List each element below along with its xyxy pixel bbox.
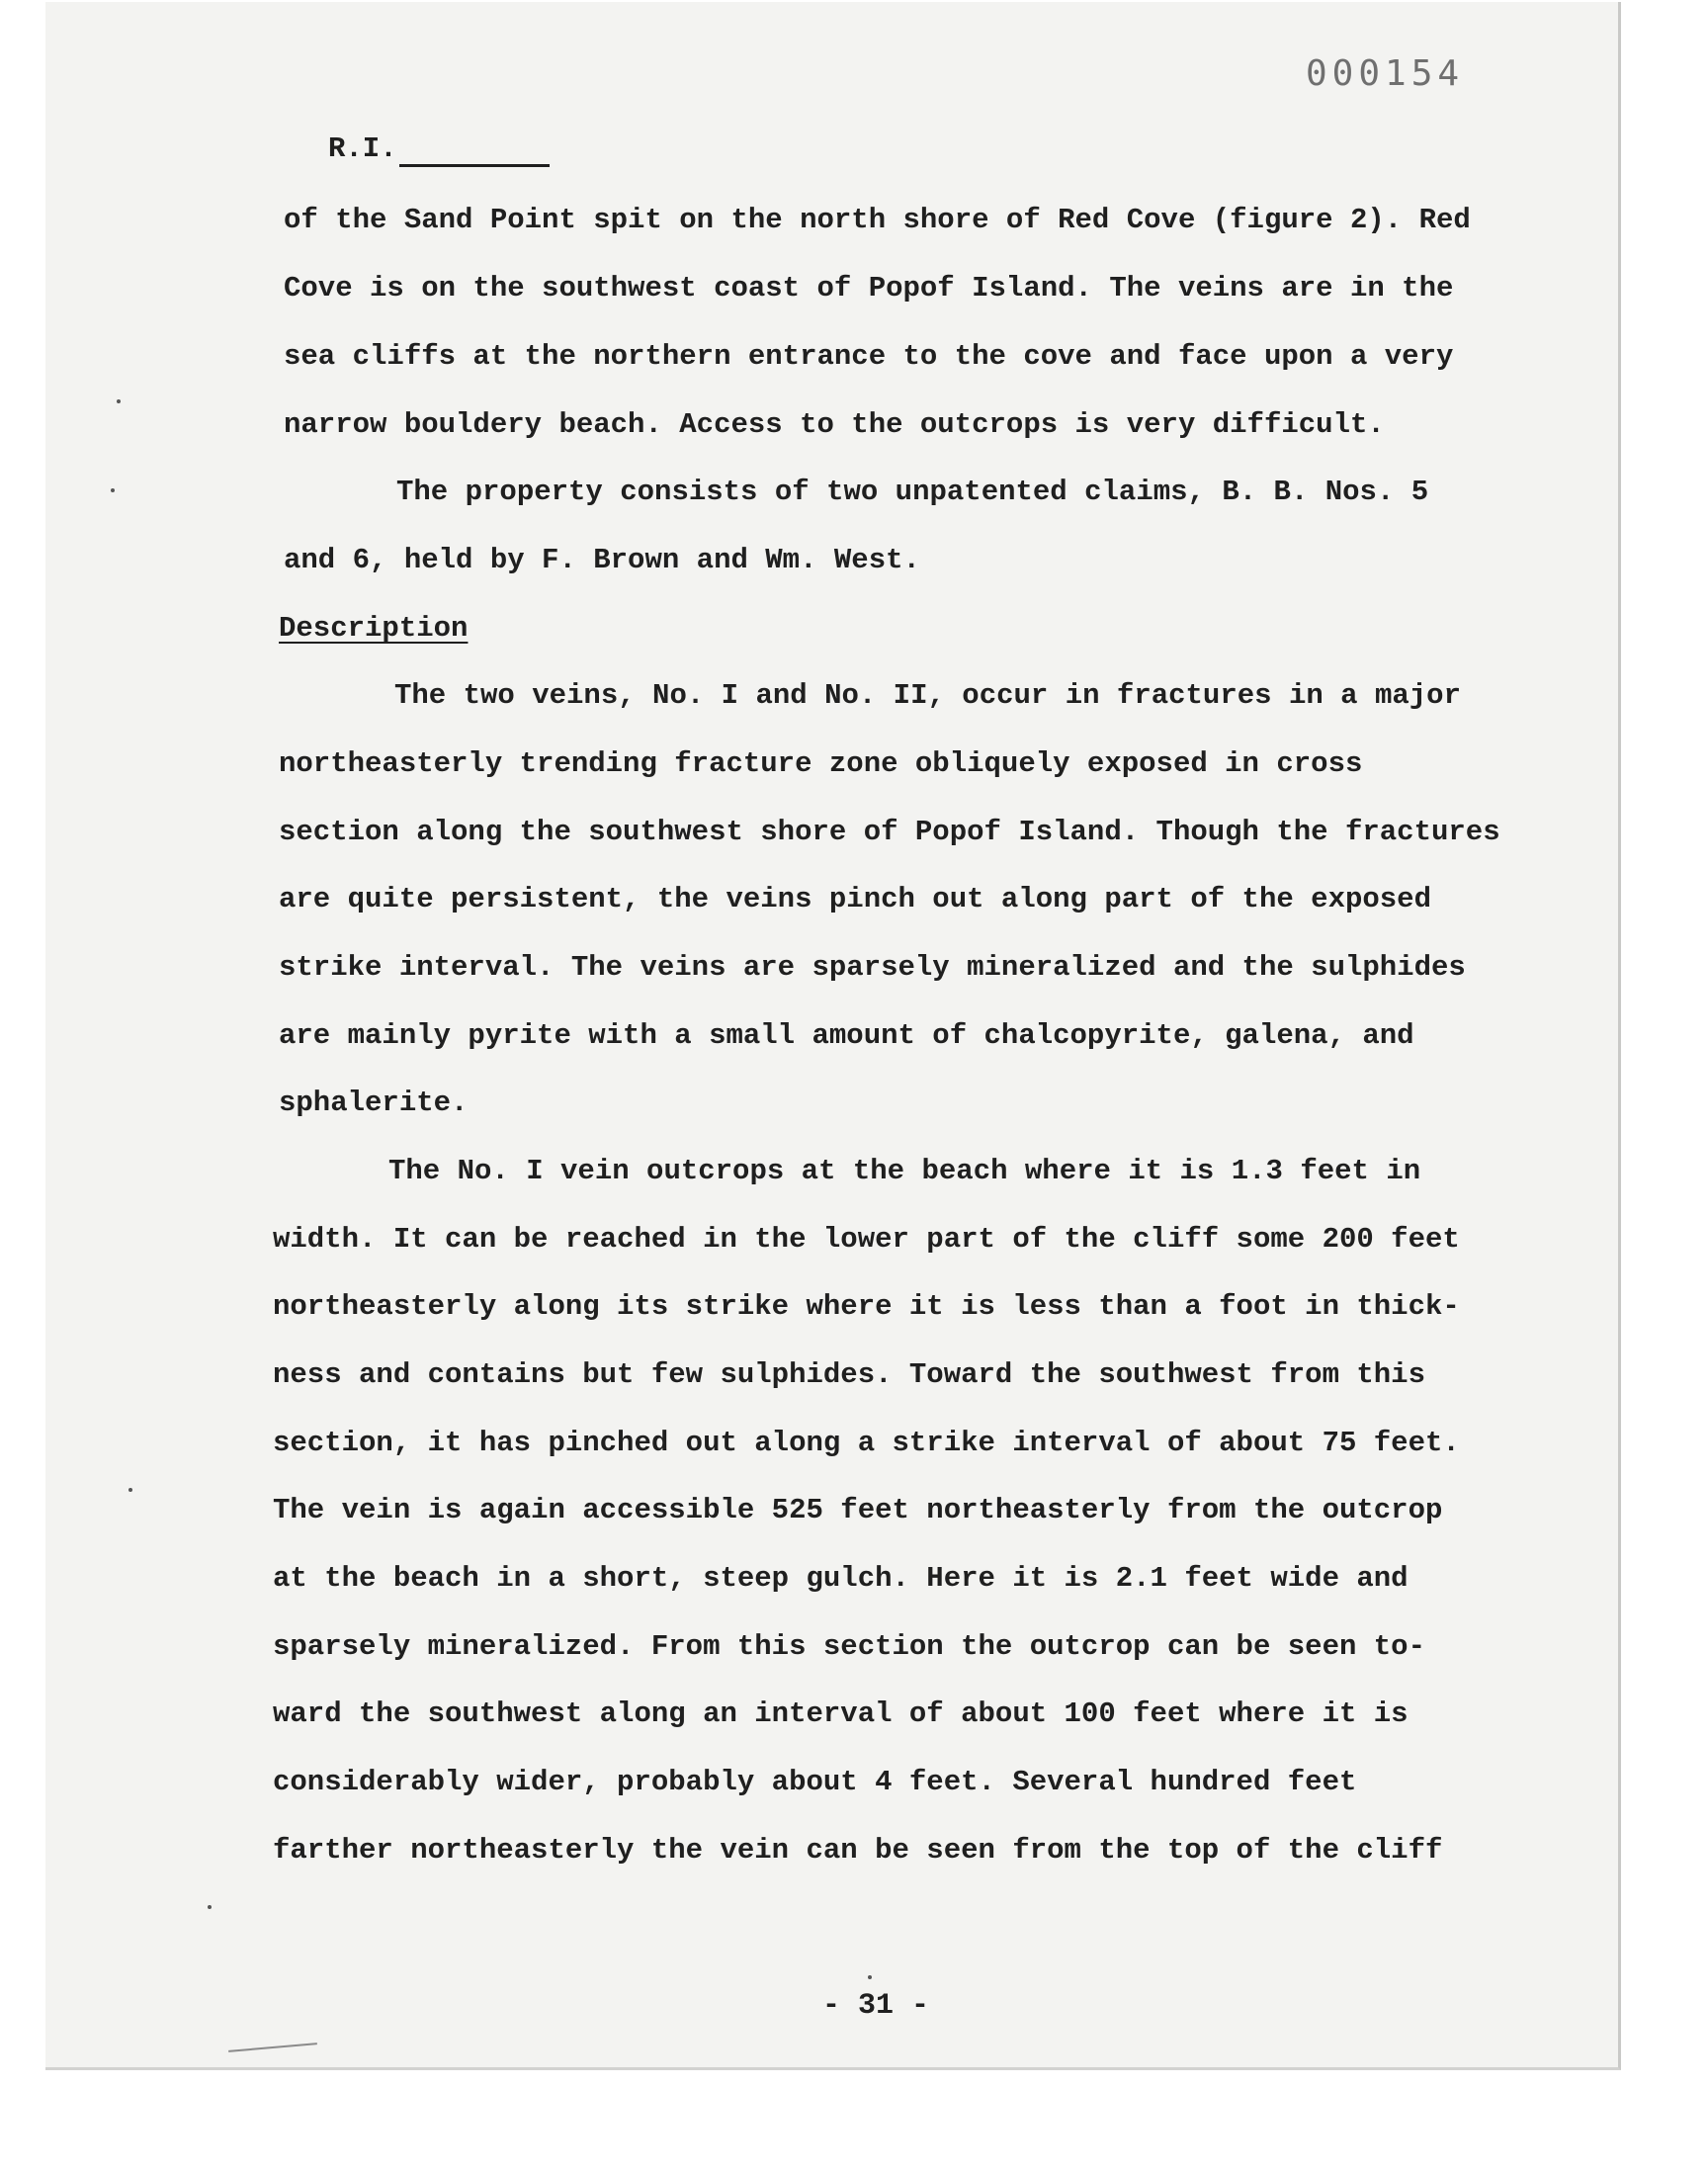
text-line: northeasterly trending fracture zone obliquely exposed in cross [279, 747, 1363, 780]
text-line: considerably wider, probably about 4 feet. Several hundred feet [273, 1766, 1357, 1798]
text-line: northeasterly along its strike where it is less than a foot in thick- [273, 1290, 1460, 1323]
text-line: sea cliffs at the northern entrance to the cove and face upon a very [284, 340, 1454, 373]
text-line: section along the southwest shore of Popof Island. Though the fractures [279, 816, 1500, 848]
report-id-blank-line [399, 164, 550, 167]
text-line: are quite persistent, the veins pinch out along part of the exposed [279, 883, 1431, 915]
text-line: ness and contains but few sulphides. Toward the southwest from this [273, 1358, 1425, 1391]
text-line: ward the southwest along an interval of about 100 feet where it is [273, 1697, 1409, 1730]
report-id-label: R.I. [328, 132, 397, 165]
text-line: Cove is on the southwest coast of Popof Island. The veins are in the [284, 272, 1454, 304]
document-stamp-number: 000154 [1306, 53, 1465, 94]
text-line: and 6, held by F. Brown and Wm. West. [284, 544, 920, 576]
text-line: The No. I vein outcrops at the beach where it is 1.3 feet in [388, 1155, 1421, 1187]
scan-speck [111, 488, 115, 492]
text-line: width. It can be reached in the lower part of the cliff some 200 feet [273, 1223, 1460, 1256]
text-line: of the Sand Point spit on the north shore of Red Cove (figure 2). Red [284, 204, 1471, 236]
text-line: sphalerite. [279, 1087, 469, 1119]
text-line: section, it has pinched out along a strike interval of about 75 feet. [273, 1427, 1460, 1459]
scan-speck [208, 1905, 212, 1909]
text-line: strike interval. The veins are sparsely mineralized and the sulphides [279, 951, 1466, 984]
text-line: are mainly pyrite with a small amount of chalcopyrite, galena, and [279, 1019, 1414, 1052]
text-line: sparsely mineralized. From this section the outcrop can be seen to- [273, 1630, 1425, 1663]
scan-speck [868, 1975, 872, 1979]
scan-mark [228, 2043, 317, 2052]
section-heading: Description [279, 612, 469, 645]
text-line: narrow bouldery beach. Access to the outcrops is very difficult. [284, 408, 1385, 441]
text-line: The property consists of two unpatented claims, B. B. Nos. 5 [396, 476, 1429, 508]
text-line: The vein is again accessible 525 feet northeasterly from the outcrop [273, 1494, 1443, 1526]
document-page [45, 2, 1621, 2070]
text-line: farther northeasterly the vein can be seen from the top of the cliff [273, 1834, 1443, 1867]
scan-speck [128, 1488, 132, 1492]
text-line: The two veins, No. I and No. II, occur in fractures in a major [394, 679, 1461, 712]
text-line: at the beach in a short, steep gulch. Here it is 2.1 feet wide and [273, 1562, 1409, 1595]
page-number: - 31 - [822, 1989, 930, 2023]
scan-speck [117, 399, 121, 403]
